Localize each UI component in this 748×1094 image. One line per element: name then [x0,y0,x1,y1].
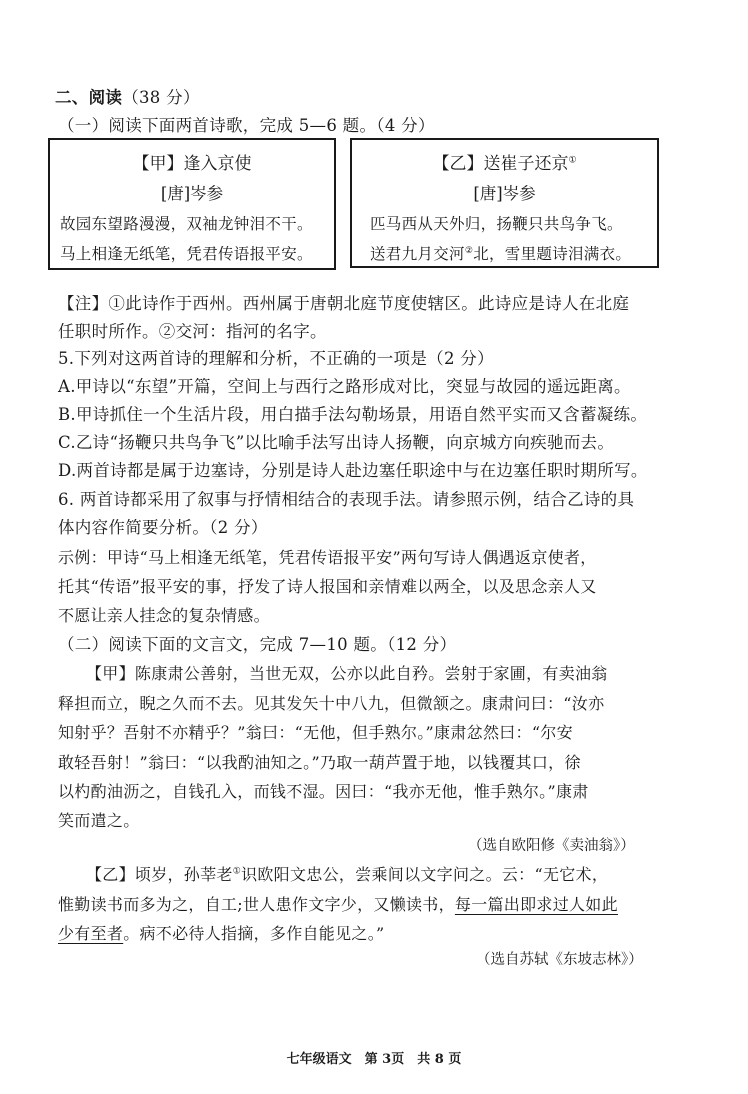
passage-b-line2-a: 惟勤读书而多为之，自工;世人患作文字少，又懒读书， [58,895,455,914]
passage-a-line: 释担而立，睨之久而不去。见其发矢十中八九，但微颔之。康肃问曰：“汝亦 [58,694,605,713]
part1-instruction: （一）阅读下面两首诗歌，完成 5—6 题。（4 分） [58,116,435,135]
underlined-sentence-part1: 每一篇出即求过人如此 [454,895,618,914]
passage-a-line: 笑而遣之。 [58,811,140,830]
poem-a-line1: 故园东望路漫漫，双袖龙钟泪不干。 [60,215,313,233]
poem-b-author: [唐]岑参 [473,184,536,203]
poem-a-box [48,138,336,270]
passage-b-line2 [58,892,618,915]
passage-a-line: 敢轻吾射！”翁曰：“以我酌油知之。”乃取一葫芦置于地，以钱覆其口，徐 [58,753,581,772]
poem-b-title: 【乙】送崔子还京 [432,154,569,174]
passage-b-note: ① [232,866,242,877]
passage-a-line: 【甲】陈康肃公善射，当世无双，公亦以此自矜。尝射于家圃，有卖油翁 [86,664,608,683]
underlined-sentence-part2: 少有至者 [58,924,124,943]
section-heading [55,84,200,108]
q5-option-c: C.乙诗“扬鞭只共鸟争飞”以比喻手法写出诗人扬鞭，向京城方向疾驰而去。 [58,433,615,452]
q5-option-a: A.甲诗以“东望”开篇，空间上与西行之路形成对比，突显与故园的遥远距离。 [58,377,631,396]
poem-b-line2-note: ② [464,245,474,256]
part2-instruction: （二）阅读下面的文言文，完成 7—10 题。（12 分） [58,635,457,654]
q6-line2: 体内容作简要分析。（2 分） [58,518,268,537]
poem-b-title-note: ① [568,155,577,166]
q6-line1: 6. 两首诗都采用了叙事与抒情相结合的表现手法。请参照示例，结合乙诗的具 [58,490,635,509]
section-points: （38 分） [122,88,200,107]
passage-b-line1 [86,862,608,885]
note-line1: 【注】①此诗作于西州。西州属于唐朝北庭节度使辖区。此诗应是诗人在北庭 [58,294,630,313]
passage-a-source: （选自欧阳修《卖油翁》） [468,838,635,854]
poem-a-title: 【甲】逢入京使 [132,154,252,174]
example-line2: 托其“传语”报平安的事，抒发了诗人报国和亲情难以两全，以及思念亲人又 [58,577,597,596]
poem-a-author: [唐]岑参 [160,184,224,203]
passage-a-line: 以杓酌油沥之，自钱孔入，而钱不湿。因曰：“我亦无他，惟手熟尔。”康肃 [58,782,589,801]
passage-b-line3 [58,921,384,944]
section-heading-text: 二、阅读 [55,88,123,107]
passage-b-line1-a: 【乙】顷岁，孙莘老 [86,865,233,884]
passage-a-line: 知射乎？吾射不亦精乎？”翁曰：“无他，但手熟尔。”康肃忿然曰：“尔安 [58,723,573,742]
poem-b-line2-b: 北，雪里题诗泪满衣。 [473,245,632,263]
page-footer: 七年级语文 第 3页 共 8 页 [286,1052,462,1067]
poem-b-line2-a: 送君九月交河 [370,245,465,263]
poem-a-line2: 马上相逢无纸笔，凭君传语报平安。 [60,245,313,263]
passage-b-line3-b: 。病不必待人指摘，多作自能见之。” [123,924,385,943]
example-line1: 示例：甲诗“马上相逢无纸笔，凭君传语报平安”两句写诗人偶遇返京使者， [58,548,597,567]
poem-b-line1: 匹马西从天外归，扬鞭只共鸟争飞。 [370,215,623,233]
passage-b-line1-b: 识欧阳文忠公，尝乘间以文字问之。云：“无它术， [241,865,609,884]
q5-option-d: D.两首诗都是属于边塞诗，分别是诗人赴边塞任职途中与在边塞任职时期所写。 [58,461,648,480]
poem-b-box [350,138,659,268]
poem-b-title-row [352,149,657,174]
example-line3: 不愿让亲人挂念的复杂情感。 [58,606,270,625]
q5-stem: 5.下列对这两首诗的理解和分析，不正确的一项是（2 分） [58,349,494,368]
passage-b-source: （选自苏轼《东坡志林》） [476,952,643,968]
note-line2: 任职时所作。②交河：指河的名字。 [58,322,327,341]
poem-b-line2 [352,242,657,264]
q5-option-b: B.甲诗抓住一个生活片段，用白描手法勾勒场景，用语自然平实而又含蓄凝练。 [58,405,648,424]
